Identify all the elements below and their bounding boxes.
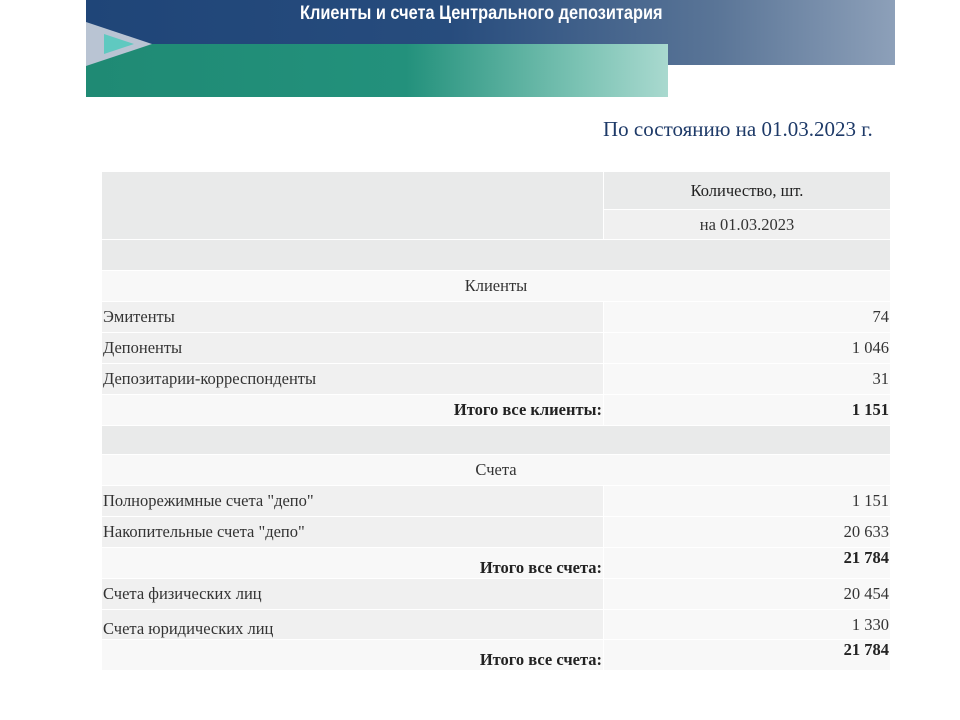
row-value: 20 454 [604,579,891,610]
section-title-row [102,271,891,302]
row-value: 20 633 [604,517,891,548]
row-label: Депозитарии-корреспонденты [102,364,604,395]
header-date: на 01.03.2023 [604,210,891,240]
table-row [102,333,891,364]
page-title: Клиенты и счета Центрального депозитария [300,3,663,24]
as-of-date-caption: По состоянию на 01.03.2023 г. [603,117,873,141]
row-label: Эмитенты [102,302,604,333]
table-row [102,517,891,548]
total-row [102,395,891,426]
total-label: Итого все счета: [102,640,604,671]
row-label: Счета юридических лиц [102,610,604,640]
header-quantity: Количество, шт. [604,172,891,210]
table-row [102,579,891,610]
header-empty-cell [102,172,604,240]
table-row [102,364,891,395]
total-value: 1 151 [604,395,891,426]
table-header-row [102,172,891,210]
row-label: Депоненты [102,333,604,364]
clients-section-title: Клиенты [102,271,891,302]
total-row [102,640,891,671]
row-value: 31 [604,364,891,395]
row-value: 1 151 [604,486,891,517]
total-label: Итого все счета: [102,548,604,579]
table-row [102,486,891,517]
banner-green-band [86,44,668,97]
spacer-row [102,240,891,271]
section-title-row [102,455,891,486]
row-value: 1 330 [604,610,891,640]
accounts-section-title: Счета [102,455,891,486]
spacer-cell [102,426,891,455]
header-banner [86,0,895,97]
spacer-cell [102,240,891,271]
total-value: 21 784 [604,640,891,671]
table-row [102,302,891,333]
row-value: 74 [604,302,891,333]
spacer-row [102,426,891,455]
row-label: Накопительные счета "депо" [102,517,604,548]
total-row [102,548,891,579]
total-label: Итого все клиенты: [102,395,604,426]
row-value: 1 046 [604,333,891,364]
row-label: Счета физических лиц [102,579,604,610]
depository-table [101,171,891,671]
arrow-accent-icon [104,34,134,54]
table-row [102,610,891,640]
row-label: Полнорежимные счета "депо" [102,486,604,517]
total-value: 21 784 [604,548,891,579]
